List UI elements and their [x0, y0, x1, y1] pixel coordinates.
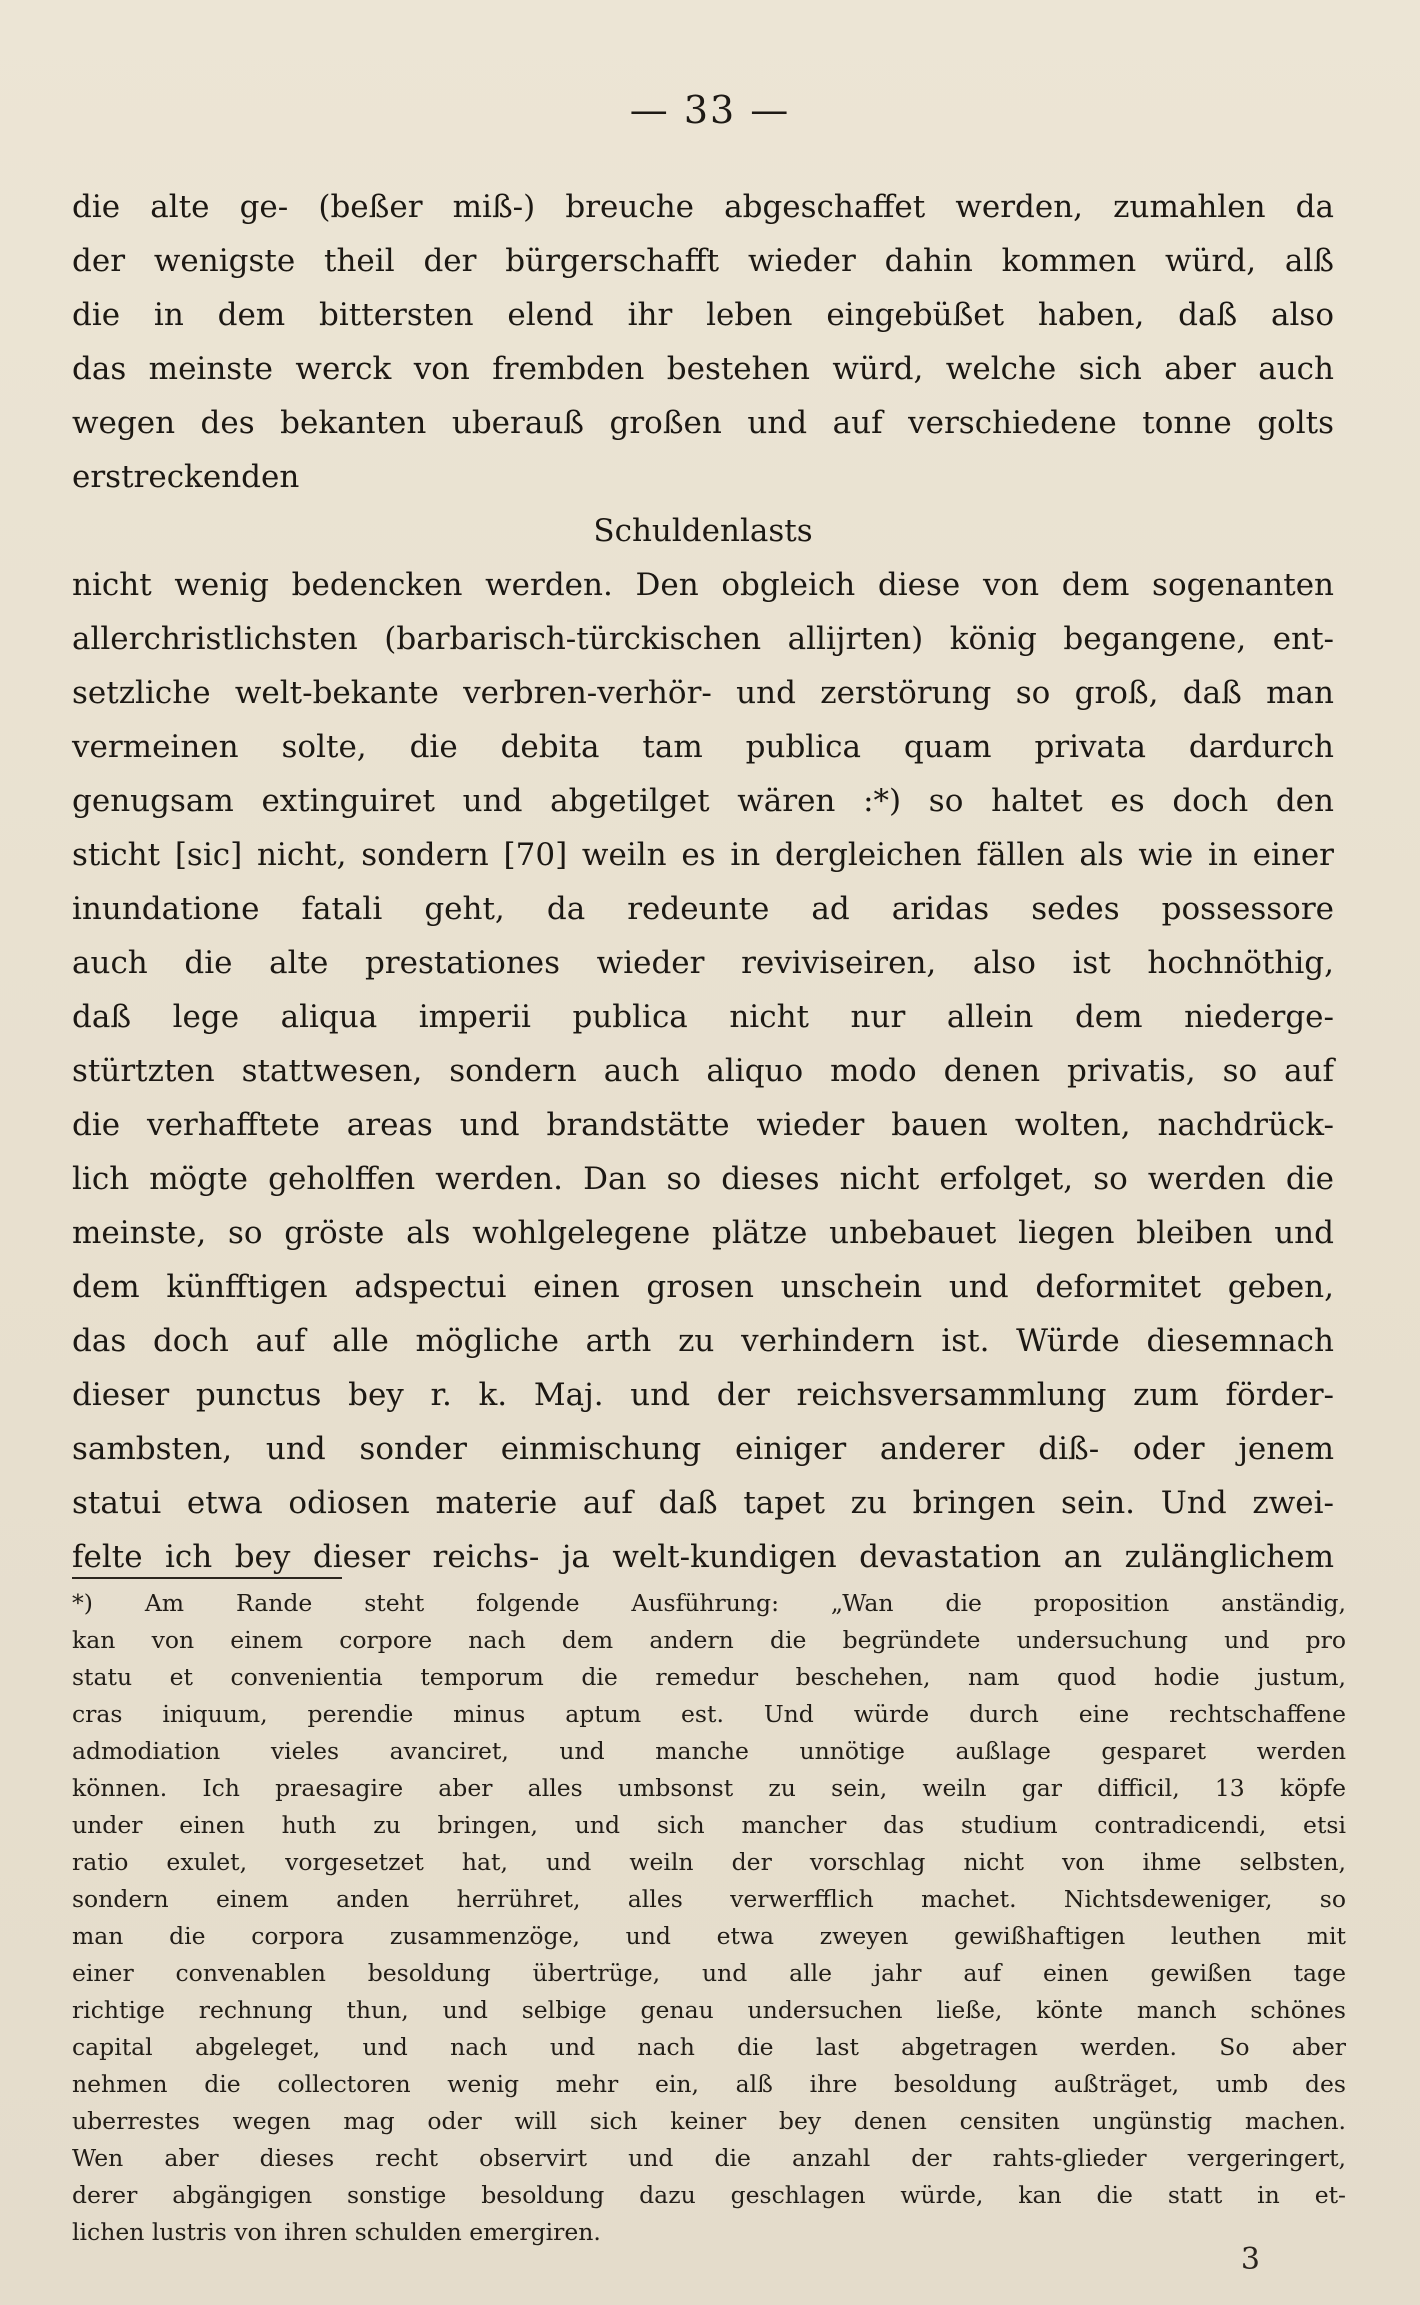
main-text-line: nicht wenig bedencken werden. Den obgleich diese von dem sogenanten — [72, 567, 1334, 603]
main-text-line: lich mögte geholffen werden. Dan so dieses nicht erfolget, so werden die — [72, 1161, 1334, 1197]
main-text-line: meinste, so gröste als wohlgelegene plätze unbebauet liegen bleiben und — [72, 1215, 1334, 1251]
footnote-line: richtige rechnung thun, und selbige genau undersuchen ließe, könte manch schönes — [72, 1996, 1346, 2024]
footnote-line: einer convenablen besoldung übertrüge, und alle jahr auf einen gewißen tage — [72, 1959, 1346, 1987]
footnote-line: lichen lustris von ihren schulden emergiren. — [72, 2218, 601, 2246]
main-text-line: die alte ge- (beßer miß-) breuche abgeschaffet werden, zumahlen da — [72, 189, 1334, 225]
footnote-line: nehmen die collectoren wenig mehr ein, alß ihre besoldung außträget, umb des — [72, 2070, 1346, 2098]
main-text-line: statui etwa odiosen materie auf daß tapet zu bringen sein. Und zwei- — [72, 1485, 1334, 1521]
footnote-line: cras iniquum, perendie minus aptum est. Und würde durch eine rechtschaffene — [72, 1700, 1346, 1728]
footnote-line: capital abgeleget, und nach und nach die last abgetragen werden. So aber — [72, 2033, 1346, 2061]
main-text-line: dem künfftigen adspectui einen grosen unschein und deformitet geben, — [72, 1269, 1334, 1305]
main-text-line: auch die alte prestationes wieder reviviseiren, also ist hochnöthig, — [72, 945, 1334, 981]
main-text-line: vermeinen solte, die debita tam publica quam privata dardurch — [72, 729, 1334, 765]
main-text-line: inundatione fatali geht, da redeunte ad aridas sedes possessore — [72, 891, 1334, 927]
main-text-line: felte ich bey dieser reichs- ja welt-kundigen devastation an zulänglichem — [72, 1539, 1334, 1575]
main-text-line: das meinste werck von frembden bestehen würd, welche sich aber auch — [72, 351, 1334, 387]
footnote-line: sondern einem anden herrühret, alles verwerfflich machet. Nichtsdeweniger, so — [72, 1885, 1346, 1913]
footnote-line: derer abgängigen sonstige besoldung dazu geschlagen würde, kan die statt in et- — [72, 2181, 1346, 2209]
main-text-line: genugsam extinguiret und abgetilget wären :*) so haltet es doch den — [72, 783, 1334, 819]
main-text-line: sticht [sic] nicht, sondern [70] weiln es in dergleichen fällen als wie in einer — [72, 837, 1334, 873]
footnote-line: Wen aber dieses recht observirt und die anzahl der rahts-glieder vergeringert, — [72, 2144, 1346, 2172]
footnote-line: *) Am Rande steht folgende Ausführung: „Wan die proposition anständig, — [72, 1589, 1346, 1617]
main-text-line: die in dem bittersten elend ihr leben eingebüßet haben, daß also — [72, 297, 1334, 333]
footnote-line: statu et convenientia temporum die remedur beschehen, nam quod hodie justum, — [72, 1663, 1346, 1691]
main-text-line: daß lege aliqua imperii publica nicht nur allein dem niederge- — [72, 999, 1334, 1035]
footnote-line: kan von einem corpore nach dem andern die begründete undersuchung und pro — [72, 1626, 1346, 1654]
main-text-line: wegen des bekanten uberauß großen und auf verschiedene tonne golts — [72, 405, 1334, 441]
main-text-line: sambsten, und sonder einmischung einiger anderer diß- oder jenem — [72, 1431, 1334, 1467]
footnote-line: under einen huth zu bringen, und sich mancher das studium contradicendi, etsi — [72, 1811, 1346, 1839]
main-text-line: die verhafftete areas und brandstätte wieder bauen wolten, nachdrück- — [72, 1107, 1334, 1143]
footnote-line: ratio exulet, vorgesetzet hat, und weiln der vorschlag nicht von ihme selbsten, — [72, 1848, 1346, 1876]
bottom-mark: 3 — [1240, 2242, 1260, 2277]
page-number: — 33 — — [629, 88, 791, 132]
main-text — [72, 180, 1334, 1584]
footnote-line: uberrestes wegen mag oder will sich keiner bey denen censiten ungünstig machen. — [72, 2107, 1346, 2135]
main-text-line: das doch auf alle mögliche arth zu verhindern ist. Würde diesemnach — [72, 1323, 1334, 1359]
main-text-line: Schuldenlasts — [593, 513, 813, 549]
main-text-line: stürtzten stattwesen, sondern auch aliquo modo denen privatis, so auf — [72, 1053, 1334, 1089]
footnote-line: können. Ich praesagire aber alles umbsonst zu sein, weiln gar difficil, 13 köpfe — [72, 1774, 1346, 1802]
footnote-line: admodiation vieles avanciret, und manche unnötige außlage gesparet werden — [72, 1737, 1346, 1765]
main-text-line: erstreckenden — [72, 459, 300, 495]
footnote — [72, 1585, 1346, 2251]
footnote-line: man die corpora zusammenzöge, und etwa zweyen gewißhaftigen leuthen mit — [72, 1922, 1346, 1950]
main-text-line: der wenigste theil der bürgerschafft wieder dahin kommen würd, alß — [72, 243, 1334, 279]
main-text-line: dieser punctus bey r. k. Maj. und der reichsversammlung zum förder- — [72, 1377, 1334, 1413]
footnote-rule — [72, 1577, 342, 1579]
main-text-line: setzliche welt-bekante verbren-verhör- und zerstörung so groß, daß man — [72, 675, 1334, 711]
main-text-line: allerchristlichsten (barbarisch-türckischen allijrten) könig begangene, ent- — [72, 621, 1334, 657]
